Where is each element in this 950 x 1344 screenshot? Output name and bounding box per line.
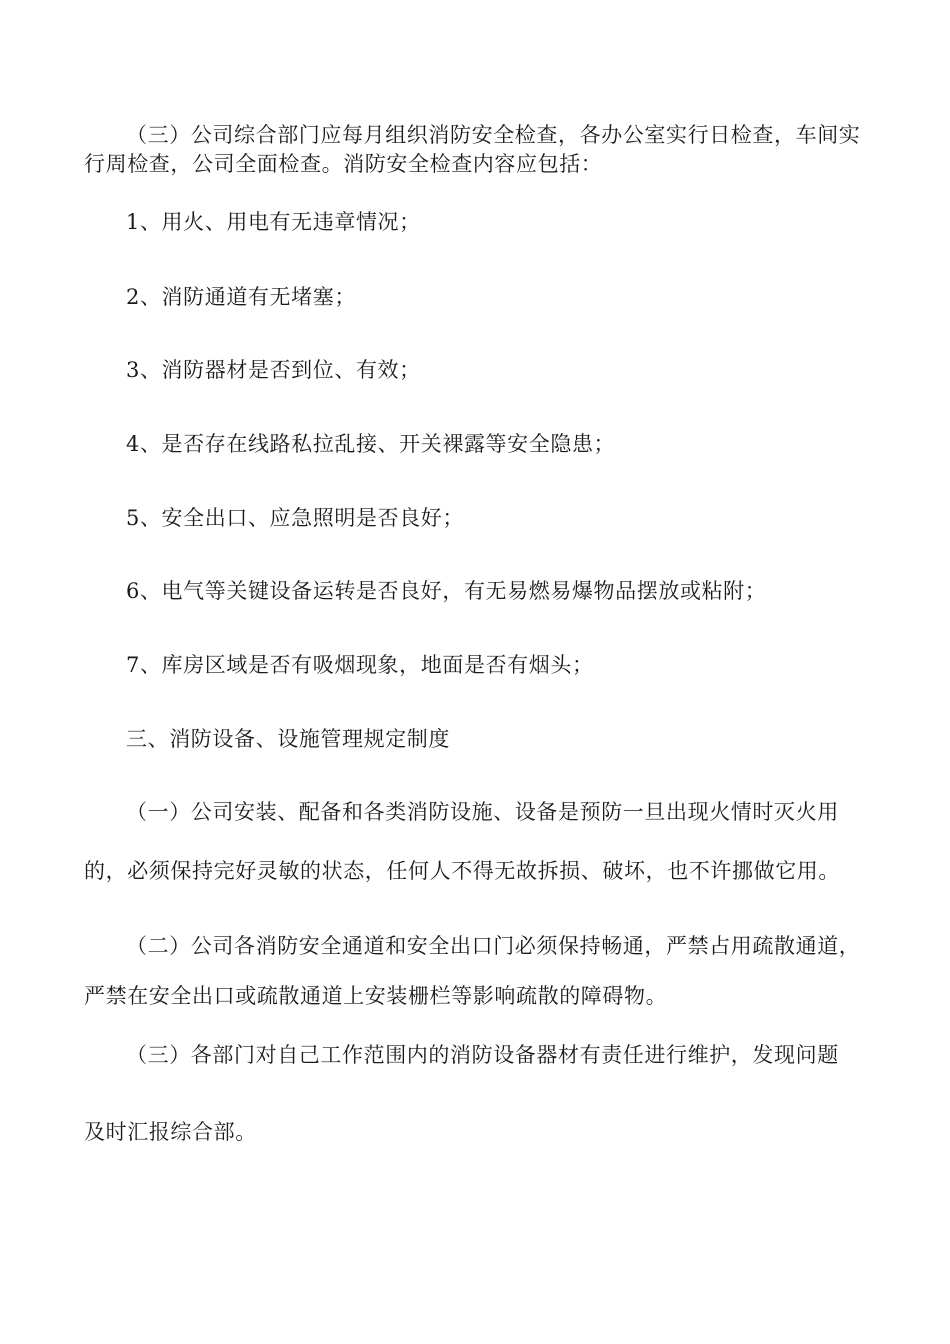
text-line: 3、消防器材是否到位、有效；: [126, 358, 421, 382]
text-line: 三、消防设备、设施管理规定制度: [126, 727, 450, 751]
text-line: 4、是否存在线路私拉乱接、开关裸露等安全隐患；: [126, 432, 616, 456]
paragraph-rule-3-cont: [84, 1118, 866, 1147]
list-item: [126, 356, 908, 385]
text-line: 5、安全出口、应急照明是否良好；: [126, 506, 464, 530]
list-item: [126, 651, 908, 680]
text-line: 行周检查，公司全面检查。消防安全检查内容应包括：: [84, 152, 603, 176]
text-line: 7、库房区域是否有吸烟现象，地面是否有烟头；: [126, 653, 594, 677]
section-heading: [126, 725, 908, 754]
paragraph-rule-3: [84, 1041, 866, 1070]
paragraph-rule-2: [84, 932, 866, 961]
list-item: [126, 504, 908, 533]
paragraph-rule-1: [84, 798, 866, 827]
text-line: （二）公司各消防安全通道和安全出口门必须保持畅通，严禁占用疏散通道，: [126, 934, 861, 958]
text-line: （三）公司综合部门应每月组织消防安全检查，各办公室实行日检查，车间实: [126, 123, 861, 147]
text-line: 的，必须保持完好灵敏的状态，任何人不得无故拆损、破坏，也不许挪做它用。: [84, 859, 840, 883]
text-line: 及时汇报综合部。: [84, 1120, 257, 1144]
list-item: [126, 577, 908, 606]
text-line: 1、用火、用电有无违章情况；: [126, 210, 421, 234]
list-item: [126, 283, 908, 312]
list-item: [126, 430, 908, 459]
text-line: （一）公司安装、配备和各类消防设施、设备是预防一旦出现火情时灭火用: [126, 800, 839, 824]
text-line: （三）各部门对自己工作范围内的消防设备器材有责任进行维护，发现问题: [126, 1043, 839, 1067]
text-line: 6、电气等关键设备运转是否良好，有无易燃易爆物品摆放或粘附；: [126, 579, 767, 603]
paragraph-rule-2-cont: [84, 982, 866, 1011]
text-line: 2、消防通道有无堵塞；: [126, 285, 356, 309]
paragraph-rule-1-cont: [84, 857, 866, 886]
list-item: [126, 208, 908, 237]
text-line: 严禁在安全出口或疏散通道上安装栅栏等影响疏散的障碍物。: [84, 984, 668, 1008]
paragraph-inspection-intro: [84, 121, 866, 179]
